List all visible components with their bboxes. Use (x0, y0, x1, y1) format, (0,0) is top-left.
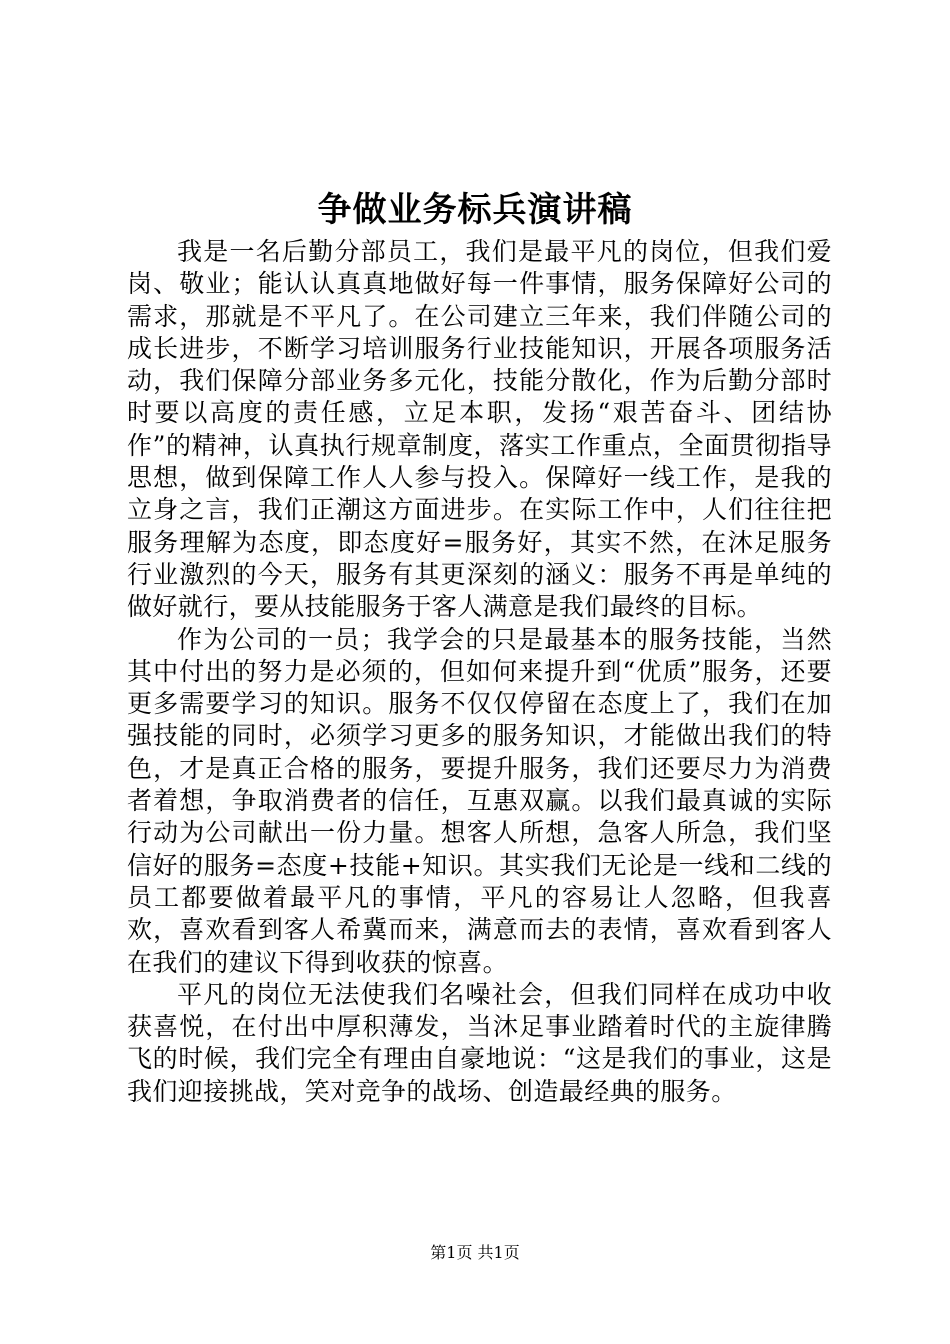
page-number-footer: 第1页 共1页 (430, 1243, 520, 1262)
document-title: 争做业务标兵演讲稿 (317, 190, 633, 230)
document-body (127, 236, 832, 1108)
paragraph-3: 平凡的岗位无法使我们名噪社会，但我们同样在成功中收获喜悦，在付出中厚积薄发，当沐足事业踏着时代的主旋律腾飞的时候，我们完全有理由自豪地说：“这是我们的事业，这是我们迎接挑战，笑对竞争的战场、创造最经典的服务。 (127, 979, 832, 1106)
paragraph-1: 我是一名后勤分部员工，我们是最平凡的岗位，但我们爱岗、敬业；能认认真真地做好每一件事情，服务保障好公司的需求，那就是不平凡了。在公司建立三年来，我们伴随公司的成长进步，不断学习培训服务行业技能知识，开展各项服务活动，我们保障分部业务多元化，技能分散化，作为后勤分部时时要以高度的责任感，立足本职，发扬“艰苦奋斗、团结协作”的精神，认真执行规章制度，落实工作重点，全面贯彻指导思想，做到保障工作人人参与投入。保障好一线工作，是我的立身之言，我们正潮这方面进步。在实际工作中，人们往往把服务理解为态度，即态度好=服务好，其实不然，在沐足服务行业激烈的今天，服务有其更深刻的涵义：服务不再是单纯的做好就行，要从技能服务于客人满意是我们最终的目标。 (127, 237, 832, 622)
paragraph-2: 作为公司的一员；我学会的只是最基本的服务技能，当然其中付出的努力是必须的，但如何来提升到“优质”服务，还要更多需要学习的知识。服务不仅仅停留在态度上了，我们在加强技能的同时，必须学习更多的服务知识，才能做出我们的特色，才是真正合格的服务，要提升服务，我们还要尽力为消费者着想，争取消费者的信任，互惠双赢。以我们最真诚的实际行动为公司献出一份力量。想客人所想，急客人所急，我们坚信好的服务=态度+技能+知识。其实我们无论是一线和二线的员工都要做着最平凡的事情，平凡的容易让人忽略，但我喜欢，喜欢看到客人希冀而来，满意而去的表情，喜欢看到客人在我们的建议下得到收获的惊喜。 (127, 624, 832, 977)
